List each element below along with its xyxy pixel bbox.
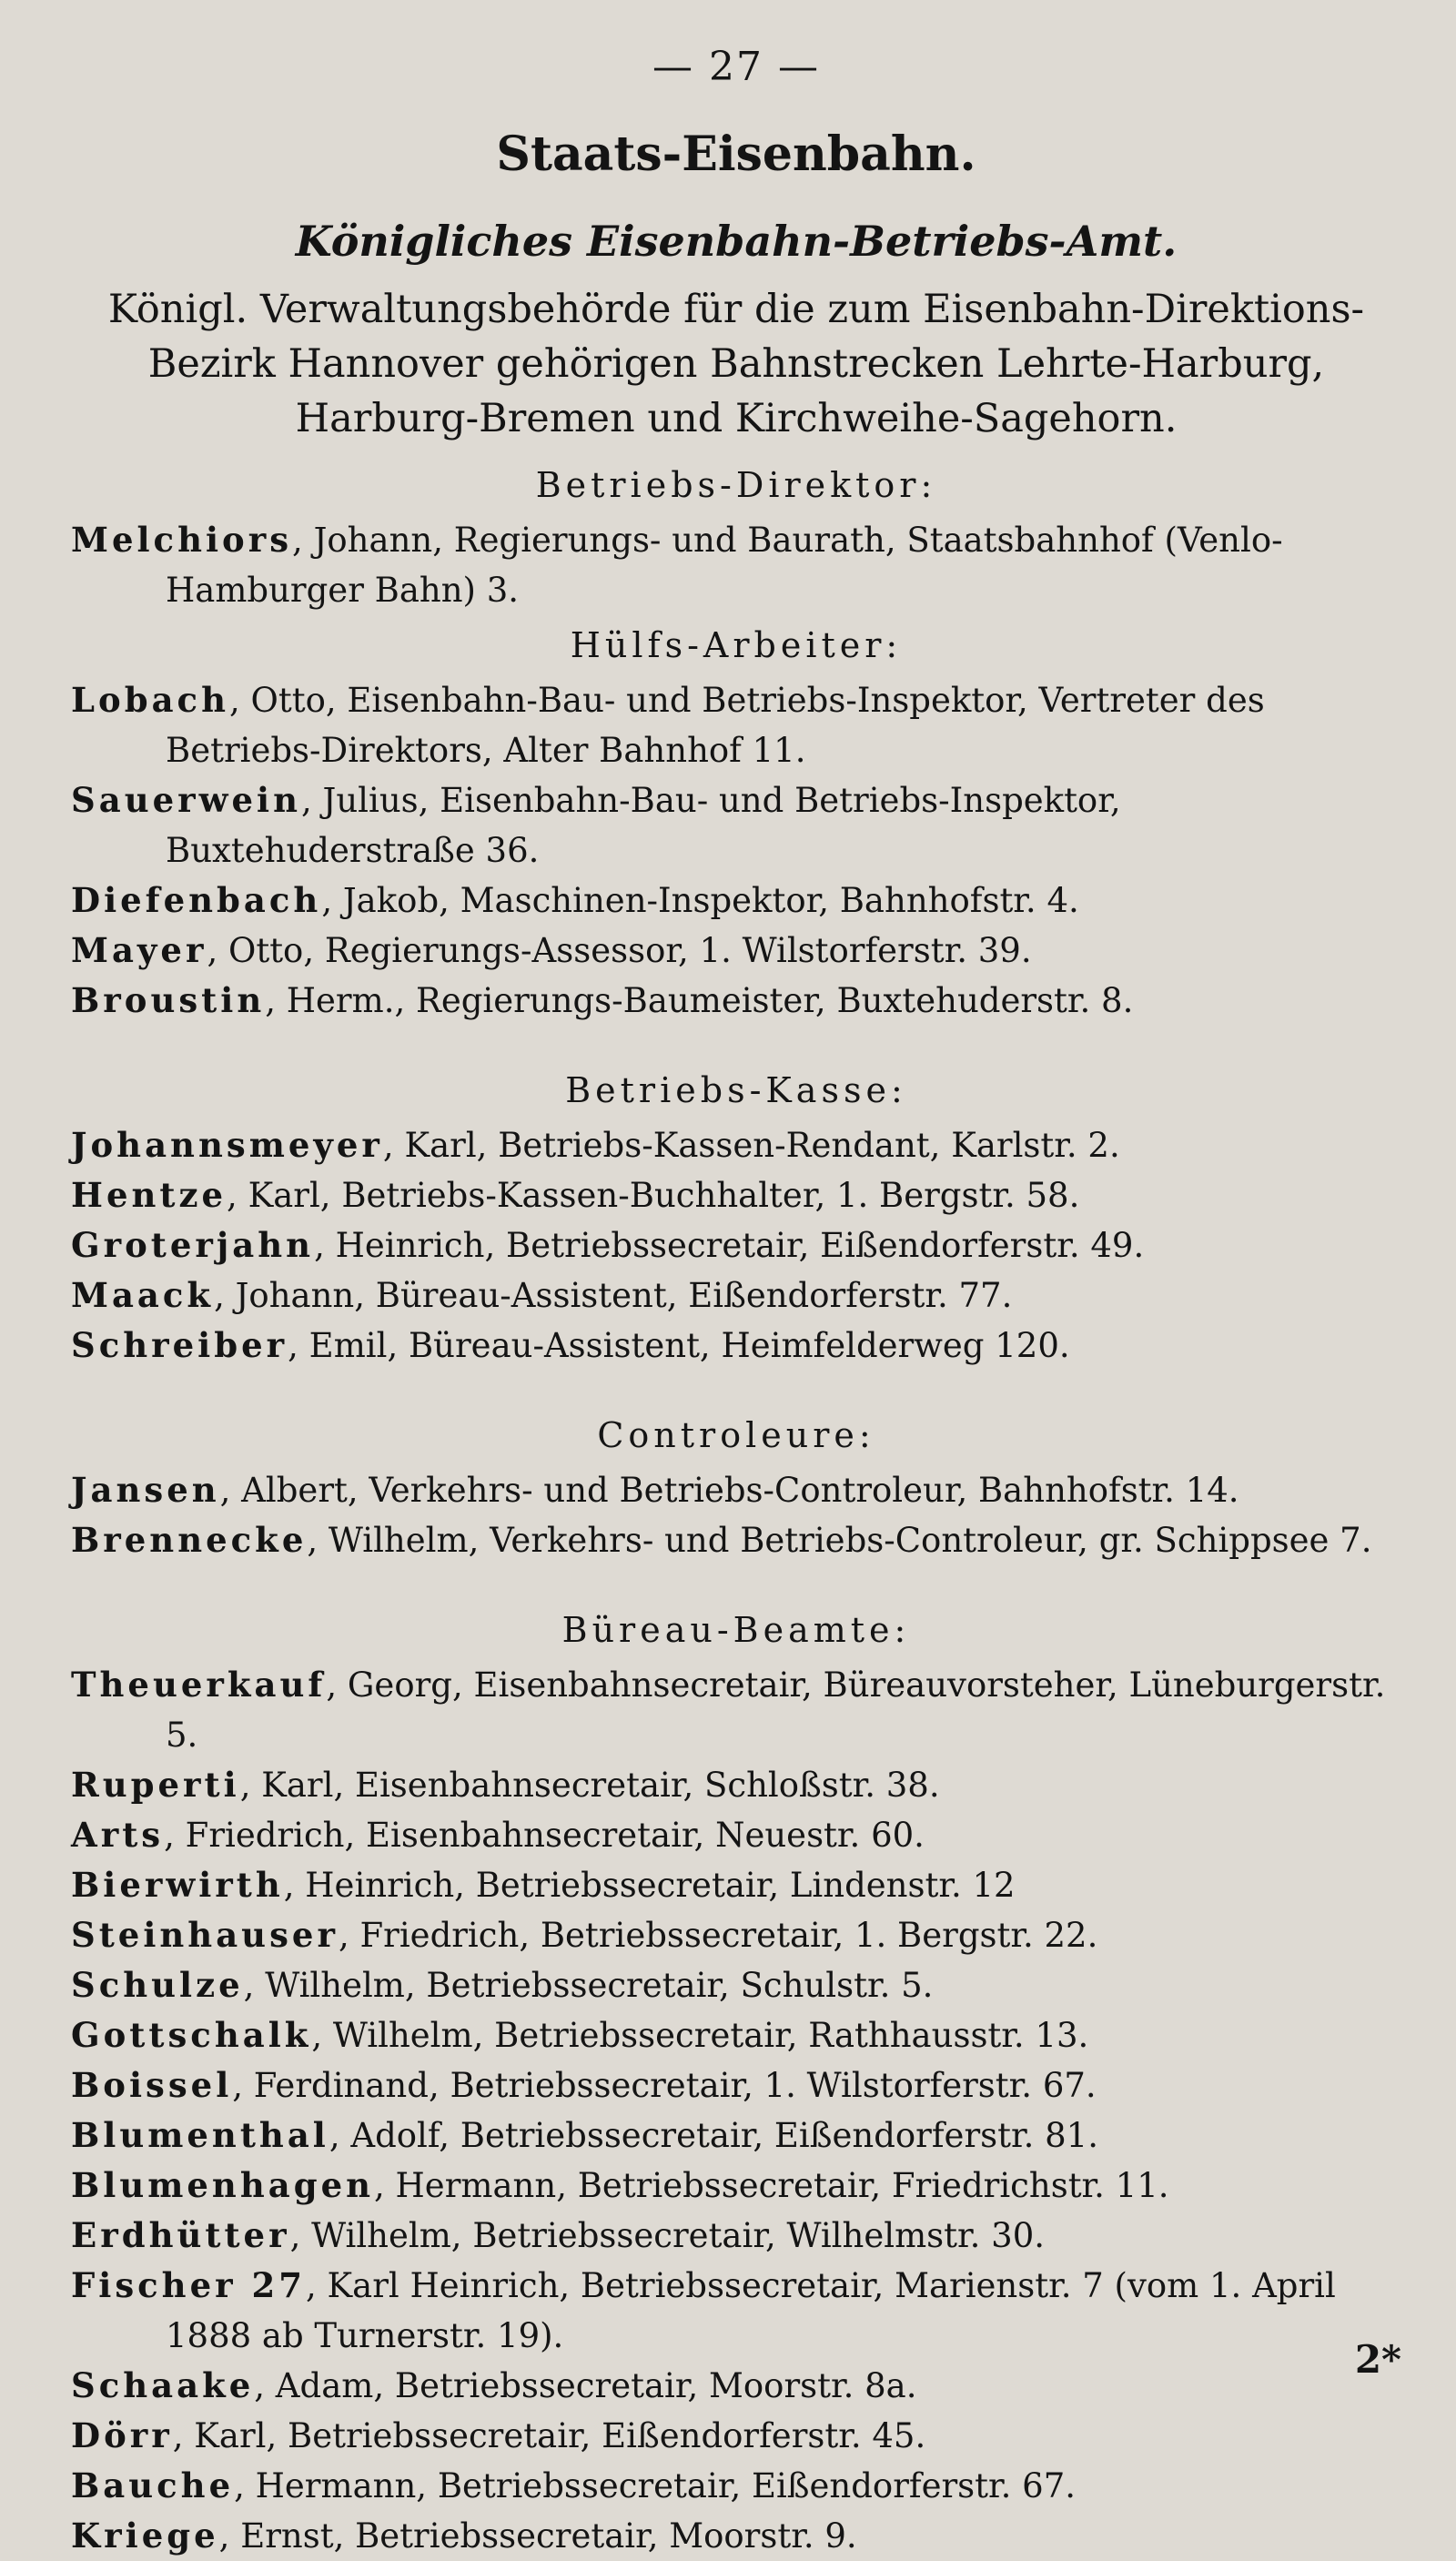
sub-heading: Königliches Eisenbahn-Betriebs-Amt. — [295, 217, 1178, 266]
entry-name: Diefenbach — [71, 880, 322, 920]
entry-details: , Herm., Regierungs-Baumeister, Buxtehuderstr. 8. — [265, 981, 1134, 1020]
section-heading: Hülfs-Arbeiter: — [570, 625, 903, 665]
section-betriebs-direktor — [71, 455, 1401, 615]
spacer — [71, 1371, 1401, 1405]
entry-name: Schaake — [71, 2365, 255, 2405]
entry-details: , Friedrich, Eisenbahnsecretair, Neuestr. 60. — [164, 1816, 925, 1855]
entry-details: , Ernst, Betriebssecretair, Moorstr. 9. — [218, 2516, 857, 2556]
section-heading: Betriebs-Direktor: — [535, 465, 937, 505]
entry-details: , Karl, Betriebssecretair, Eißendorferstr. 45. — [172, 2416, 926, 2455]
list-item — [71, 2211, 1401, 2261]
entry-name: Arts — [71, 1815, 165, 1855]
list-item — [71, 1270, 1401, 1321]
intro-paragraph — [71, 282, 1401, 446]
list-item — [71, 1860, 1401, 1910]
entry-list — [71, 1465, 1401, 1565]
list-item — [71, 926, 1401, 976]
entry-name: Jansen — [71, 1470, 220, 1510]
spacer — [71, 1565, 1401, 1600]
list-item — [71, 2411, 1401, 2461]
section-bureau-beamte — [71, 1600, 1401, 2561]
list-item — [71, 2111, 1401, 2161]
entry-name: Lobach — [71, 680, 229, 720]
entry-name: Mayer — [71, 930, 207, 970]
entry-details: , Karl Heinrich, Betriebssecretair, Marienstr. 7 (vom 1. April 1888 ab Turnerstr. 19). — [166, 2266, 1336, 2355]
entry-name: Dörr — [71, 2415, 173, 2455]
entry-details: , Heinrich, Betriebssecretair, Lindenstr. 12 — [283, 1866, 1016, 1905]
intro-line: Harburg-Bremen und Kirchweihe-Sagehorn. — [295, 396, 1178, 441]
entry-details: , Wilhelm, Betriebssecretair, Schulstr. 5. — [243, 1966, 934, 2005]
entry-details: , Ferdinand, Betriebssecretair, 1. Wilstorferstr. 67. — [232, 2066, 1097, 2105]
entry-name: Blumenhagen — [71, 2165, 375, 2205]
list-item — [71, 675, 1401, 775]
list-item — [71, 1960, 1401, 2010]
list-item — [71, 1760, 1401, 1810]
list-item — [71, 1321, 1401, 1371]
entry-name: Kriege — [71, 2515, 219, 2556]
intro-line: Bezirk Hannover gehörigen Bahnstrecken Lehrte-Harburg, — [147, 341, 1325, 387]
signature-mark: 2* — [1354, 2337, 1401, 2382]
entry-name: Steinhauser — [71, 1915, 339, 1955]
section-heading: Büreau-Beamte: — [561, 1610, 911, 1650]
entry-details: , Karl, Eisenbahnsecretair, Schloßstr. 38. — [239, 1766, 940, 1805]
intro-line: Königl. Verwaltungsbehörde für die zum Eisenbahn-Direktions- — [107, 287, 1365, 332]
entry-name: Johannsmeyer — [71, 1125, 383, 1165]
entry-name: Schulze — [71, 1965, 244, 2005]
entry-name: Maack — [71, 1275, 215, 1315]
list-item — [71, 1810, 1401, 1860]
list-item — [71, 2060, 1401, 2111]
entry-details: , Johann, Büreau-Assistent, Eißendorferstr. 77. — [214, 1276, 1013, 1315]
entry-details: , Otto, Eisenbahn-Bau- und Betriebs-Inspektor, Vertreter des Betriebs-Direktors, Alter Bahnhof 11. — [166, 681, 1265, 770]
entry-details: , Julius, Eisenbahn-Bau- und Betriebs-Inspektor, Buxtehuderstraße 36. — [166, 781, 1121, 870]
entry-details: , Heinrich, Betriebssecretair, Eißendorferstr. 49. — [314, 1226, 1145, 1265]
section-controleure — [71, 1405, 1401, 1565]
entry-details: , Wilhelm, Betriebssecretair, Wilhelmstr. 30. — [289, 2216, 1046, 2255]
entry-details: , Hermann, Betriebssecretair, Eißendorferstr. 67. — [234, 2466, 1077, 2505]
entry-details: , Wilhelm, Betriebssecretair, Rathhausstr. 13. — [311, 2016, 1089, 2055]
section-betriebs-kasse — [71, 1060, 1401, 1371]
entry-details: , Hermann, Betriebssecretair, Friedrichstr. 11. — [374, 2166, 1169, 2205]
entry-details: , Otto, Regierungs-Assessor, 1. Wilstorferstr. 39. — [207, 931, 1032, 970]
entry-name: Broustin — [71, 980, 266, 1020]
entry-details: , Friedrich, Betriebssecretair, 1. Bergstr. 22. — [338, 1916, 1098, 1955]
list-item — [71, 1220, 1401, 1270]
entry-list — [71, 515, 1401, 615]
entry-list — [71, 675, 1401, 1026]
list-item — [71, 2010, 1401, 2060]
list-item — [71, 1170, 1401, 1220]
entry-name: Brennecke — [71, 1520, 308, 1560]
entry-details: , Adolf, Betriebssecretair, Eißendorferstr. 81. — [329, 2116, 1098, 2155]
section-heading: Controleure: — [597, 1415, 875, 1455]
entry-details: , Emil, Büreau-Assistent, Heimfelderweg 120. — [288, 1326, 1070, 1365]
entry-details: , Jakob, Maschinen-Inspektor, Bahnhofstr. 4. — [321, 881, 1079, 920]
entry-list — [71, 1120, 1401, 1371]
entry-name: Blumenthal — [71, 2115, 329, 2155]
page-number: — 27 — — [652, 44, 820, 90]
main-heading: Staats-Eisenbahn. — [496, 127, 976, 182]
entry-name: Boissel — [71, 2065, 233, 2105]
entry-name: Schreiber — [71, 1325, 288, 1365]
spacer — [71, 1026, 1401, 1060]
list-item — [71, 876, 1401, 926]
entry-list — [71, 1660, 1401, 2561]
list-item — [71, 2461, 1401, 2511]
list-item — [71, 976, 1401, 1026]
list-item — [71, 775, 1401, 876]
entry-details: , Karl, Betriebs-Kassen-Buchhalter, 1. Bergstr. 58. — [227, 1176, 1080, 1215]
entry-name: Fischer 27 — [71, 2265, 306, 2305]
entry-name: Theuerkauf — [71, 1665, 327, 1705]
list-item — [71, 1120, 1401, 1170]
entry-details: , Karl, Betriebs-Kassen-Rendant, Karlstr. 2. — [382, 1126, 1120, 1165]
entry-name: Bierwirth — [71, 1865, 284, 1905]
entry-name: Groterjahn — [71, 1225, 315, 1265]
entry-details: , Albert, Verkehrs- und Betriebs-Controleur, Bahnhofstr. 14. — [219, 1471, 1239, 1510]
entry-name: Bauche — [71, 2465, 235, 2505]
entry-name: Ruperti — [71, 1765, 240, 1805]
entry-name: Erdhütter — [71, 2215, 290, 2255]
entry-details: , Wilhelm, Verkehrs- und Betriebs-Controleur, gr. Schippsee 7. — [307, 1521, 1372, 1560]
list-item — [71, 2161, 1401, 2211]
entry-details: , Georg, Eisenbahnsecretair, Büreauvorsteher, Lüneburgerstr. 5. — [166, 1665, 1386, 1755]
list-item — [71, 2361, 1401, 2411]
list-item — [71, 515, 1401, 615]
entry-name: Gottschalk — [71, 2015, 312, 2055]
entry-name: Melchiors — [71, 520, 293, 560]
list-item — [71, 2261, 1401, 2361]
entry-details: , Adam, Betriebssecretair, Moorstr. 8a. — [254, 2366, 917, 2405]
section-heading: Betriebs-Kasse: — [565, 1070, 907, 1110]
list-item — [71, 1660, 1401, 1760]
entry-details: , Johann, Regierungs- und Baurath, Staatsbahnhof (Venlo-Hamburger Bahn) 3. — [166, 521, 1283, 610]
list-item — [71, 1515, 1401, 1565]
entry-name: Sauerwein — [71, 780, 301, 820]
entry-name: Hentze — [71, 1175, 228, 1215]
list-item — [71, 2511, 1401, 2561]
list-item — [71, 1465, 1401, 1515]
list-item — [71, 1910, 1401, 1960]
section-huelfs-arbeiter — [71, 615, 1401, 1026]
